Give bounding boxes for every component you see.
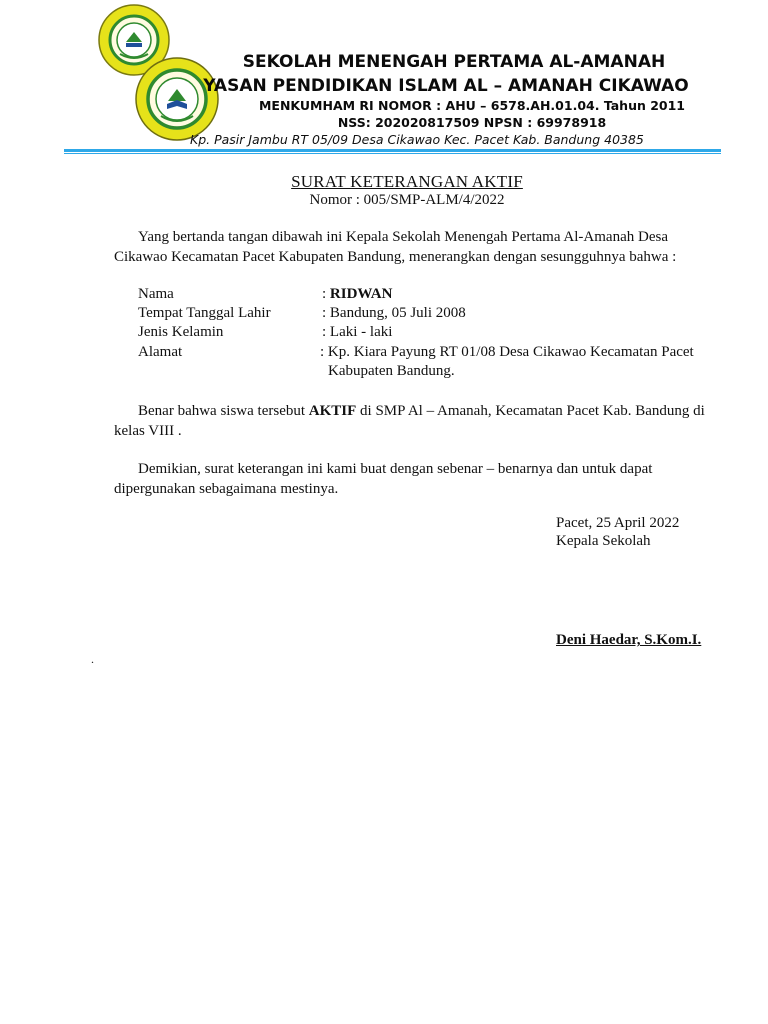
status-text-post: di SMP Al – Amanah, Kecamatan Pacet Kab. Bandung di kelas VIII . [114, 403, 705, 439]
field-value-ttl: : Bandung, 05 Juli 2008 [322, 305, 466, 321]
foundation-name: YASAN PENDIDIKAN ISLAM AL – AMANAH CIKAWAO [203, 76, 689, 96]
field-label-gender: Jenis Kelamin [138, 324, 224, 340]
nss-npsn: NSS: 202020817509 NPSN : 69978918 [337, 115, 607, 130]
stray-mark: . [91, 652, 94, 666]
intro-paragraph [114, 228, 714, 267]
field-label-address: Alamat [138, 344, 183, 360]
place-date: Pacet, 25 April 2022 [556, 515, 680, 531]
status-paragraph [114, 402, 714, 441]
letter-title: SURAT KETERANGAN AKTIF [291, 172, 523, 191]
field-value-address-2: Kabupaten Bandung. [328, 363, 455, 379]
registration-number: MENKUMHAM RI NOMOR : AHU – 6578.AH.01.04. Tahun 2011 [258, 98, 686, 113]
intro-text: Yang bertanda tangan dibawah ini Kepala Sekolah Menengah Pertama Al-Amanah Desa Cikawao Kecamatan Pacet Kabupaten Bandung, menerangkan dengan sesungguhnya bahwa : [114, 229, 677, 265]
status-active: AKTIF [308, 403, 357, 419]
status-text-pre: Benar bahwa siswa tersebut [138, 403, 309, 419]
school-name: SEKOLAH MENENGAH PERTAMA AL-AMANAH [242, 52, 666, 72]
field-label-nama: Nama [138, 286, 174, 302]
header-divider-thin [64, 153, 721, 154]
school-address: Kp. Pasir Jambu RT 05/09 Desa Cikawao Kec. Pacet Kab. Bandung 40385 [190, 132, 644, 147]
field-value-address-1: : Kp. Kiara Payung RT 01/08 Desa Cikawao Kecamatan Pacet [320, 344, 694, 360]
signatory-name: Deni Haedar, S.Kom.I. [556, 632, 702, 648]
student-name: RIDWAN [329, 286, 393, 302]
field-value-nama: : RIDWAN [322, 286, 393, 302]
closing-paragraph [114, 460, 714, 499]
header-divider [64, 149, 721, 152]
field-label-ttl: Tempat Tanggal Lahir [138, 305, 271, 321]
field-value-gender: : Laki - laki [322, 324, 393, 340]
signatory-position: Kepala Sekolah [556, 533, 651, 549]
closing-text: Demikian, surat keterangan ini kami buat dengan sebenar – benarnya dan untuk dapat dipergunakan sebagaimana mestinya. [114, 461, 653, 497]
letter-number: Nomor : 005/SMP-ALM/4/2022 [309, 192, 505, 208]
